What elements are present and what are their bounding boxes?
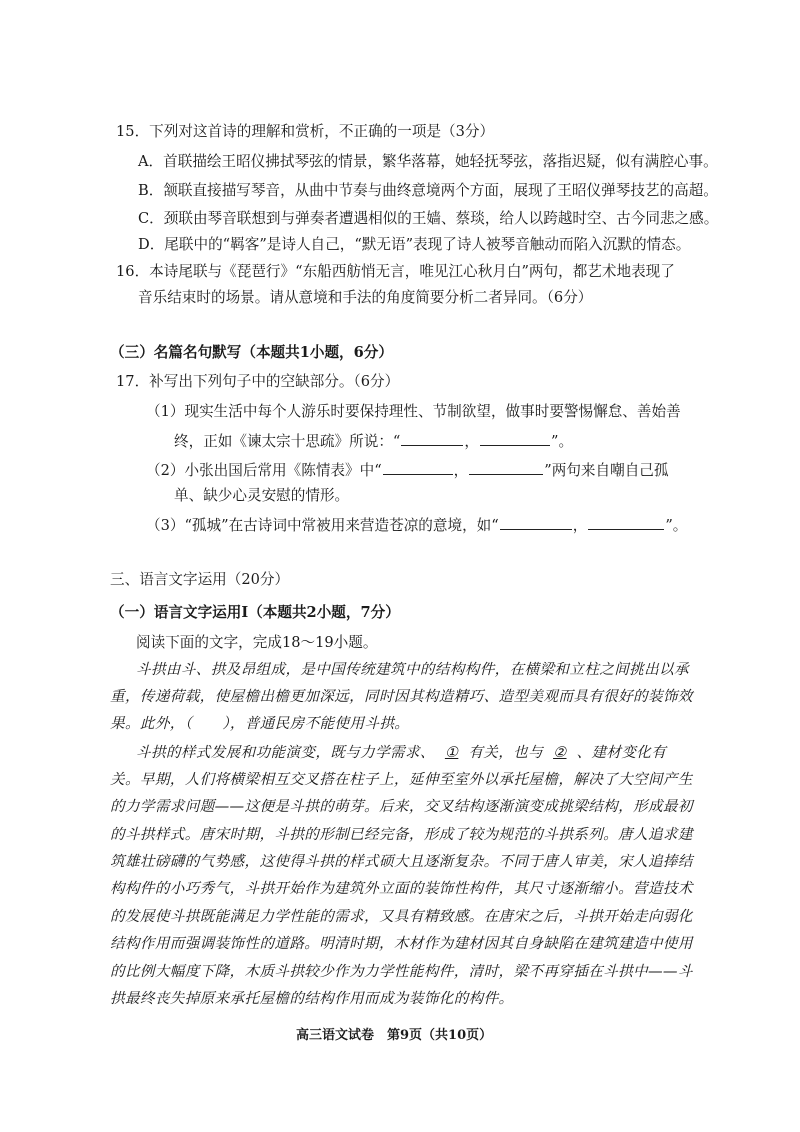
part-3-heading: 三、语言文字运用（20分） xyxy=(110,571,290,588)
q17-item3-blank-2[interactable] xyxy=(588,517,664,530)
q15-option-b: B．颔联直接描写琴音，从曲中节奏与曲终意境两个方面，展现了王昭仪弹琴技艺的高超。 xyxy=(138,182,718,199)
q17-item2-prefix: （2）小张出国后常用《陈情表》中“ xyxy=(146,462,382,479)
q17-item1-suffix: ”。 xyxy=(550,433,574,450)
q17-item1-blank-2[interactable] xyxy=(480,433,550,446)
passage-p2-line9: 的比例大幅度下降，木质斗拱较少作为力学性能构件，清时，梁不再穿插在斗拱中——斗 xyxy=(110,963,693,980)
q17-stem: 17．补写出下列句子中的空缺部分。（6分） xyxy=(116,373,400,390)
passage-p2-line10: 拱最终丧失掉原来承托屋檐的结构作用而成为装饰化的构件。 xyxy=(110,990,514,1007)
passage-p2-line2: 关。早期，人们将横梁相互交叉搭在柱子上，延伸至室外以承托屋檐，解决了大空间产生 xyxy=(110,771,693,788)
passage-p2-line1 xyxy=(136,746,666,761)
passage-blank-2: ② xyxy=(553,744,567,761)
passage-p2-line5: 筑雄壮磅礴的气势感，这使得斗拱的样式硕大且逐渐复杂。不同于唐人审美，宋人追捧结 xyxy=(110,853,693,870)
q16-line-1: 16．本诗尾联与《琵琶行》“东船西舫悄无言，唯见江心秋月白”两句，都艺术地表现了 xyxy=(116,263,675,280)
q17-item1-sep: ， xyxy=(464,433,479,450)
section-3-heading: （三）名篇名句默写（本题共1小题，6分） xyxy=(110,344,393,361)
q15-option-a: A．首联描绘王昭仪拂拭琴弦的情景，繁华落幕，她轻抚琴弦，落指迟疑，似有满腔心事。 xyxy=(138,153,718,170)
passage-p2-line1-c: 、建材变化有 xyxy=(576,744,667,761)
q17-item2-blank-2[interactable] xyxy=(469,462,543,475)
passage-p1-line3: 果。此外，（ ），普通民房不能使用斗拱。 xyxy=(110,715,410,732)
passage-p2-line4: 的斗拱样式。唐宋时期，斗拱的形制已经完备，形成了较为规范的斗拱系列。唐人追求建 xyxy=(110,826,693,843)
passage-p2-line7: 的发展使斗拱既能满足力学性能的需求，又具有精致感。在唐宋之后，斗拱开始走向弱化 xyxy=(110,908,693,925)
q17-item1-line1: （1）现实生活中每个人游乐时要保持理性、节制欲望，做事时要警惕懈怠、善始善 xyxy=(146,403,681,420)
q17-item2-suffix: ”两句来自嘲自己孤 xyxy=(544,462,669,479)
passage-p2-line8: 结构作用而强调装饰性的道路。明清时期，木材作为建材因其自身缺陷在建筑建造中使用 xyxy=(110,935,693,952)
q17-item2-line2: 单、缺少心灵安慰的情形。 xyxy=(174,487,350,504)
q17-item3-sep: ， xyxy=(572,517,588,534)
q17-item1-blank-1[interactable] xyxy=(401,433,463,446)
passage-p2-line1-a: 斗拱的样式发展和功能演变，既与力学需求、 xyxy=(136,744,435,761)
q15-option-d: D．尾联中的“羁客”是诗人自己，“默无语”表现了诗人被琴音触动而陷入沉默的情态。 xyxy=(138,236,691,253)
part-3-sub1-heading: （一）语言文字运用Ⅰ（本题共2小题，7分） xyxy=(110,604,400,621)
passage-p1-line1: 斗拱由斗、拱及昂组成，是中国传统建筑中的结构构件，在横梁和立柱之间挑出以承 xyxy=(136,661,689,678)
q17-item1-prefix: 终，正如《谏太宗十思疏》所说：“ xyxy=(174,433,401,450)
page-footer: 高三语文试卷 第9页（共10页） xyxy=(296,1028,493,1043)
q17-item2-line1 xyxy=(146,462,668,479)
passage-p2-line1-b: 有关，也与 xyxy=(468,744,544,761)
q17-item1-line2 xyxy=(174,433,573,450)
passage-blank-1: ① xyxy=(444,744,459,761)
q17-item3-prefix: （3）“孤城”在古诗词中常被用来营造苍凉的意境，如“ xyxy=(146,517,499,534)
q17-item3-blank-1[interactable] xyxy=(500,517,572,530)
q15-option-c: C．颈联由琴音联想到与弹奏者遭遇相似的王嫱、蔡琰，给人以跨越时空、古今同悲之感。 xyxy=(138,210,719,227)
q16-line-2: 音乐结束时的场景。请从意境和手法的角度简要分析二者异同。（6分） xyxy=(138,289,593,306)
q15-stem: 15．下列对这首诗的理解和赏析，不正确的一项是（3分） xyxy=(116,123,495,140)
q17-item2-blank-1[interactable] xyxy=(383,462,453,475)
passage-p1-line2: 重，传递荷载，使屋檐出檐更加深远，同时因其构造精巧、造型美观而具有很好的装饰效 xyxy=(110,688,693,705)
q17-item2-sep: ， xyxy=(453,462,469,479)
q17-item3-suffix: ”。 xyxy=(665,517,688,534)
passage-p2-line3: 的力学需求问题——这便是斗拱的萌芽。后来，交叉结构逐渐演变成挑梁结构，形成最初 xyxy=(110,798,693,815)
passage-p2-line6: 构构件的小巧秀气，斗拱开始作为建筑外立面的装饰性构件，其尺寸逐渐缩小。营造技术 xyxy=(110,880,693,897)
q17-item3 xyxy=(146,517,687,534)
reading-intro: 阅读下面的文字，完成18～19小题。 xyxy=(136,634,378,651)
